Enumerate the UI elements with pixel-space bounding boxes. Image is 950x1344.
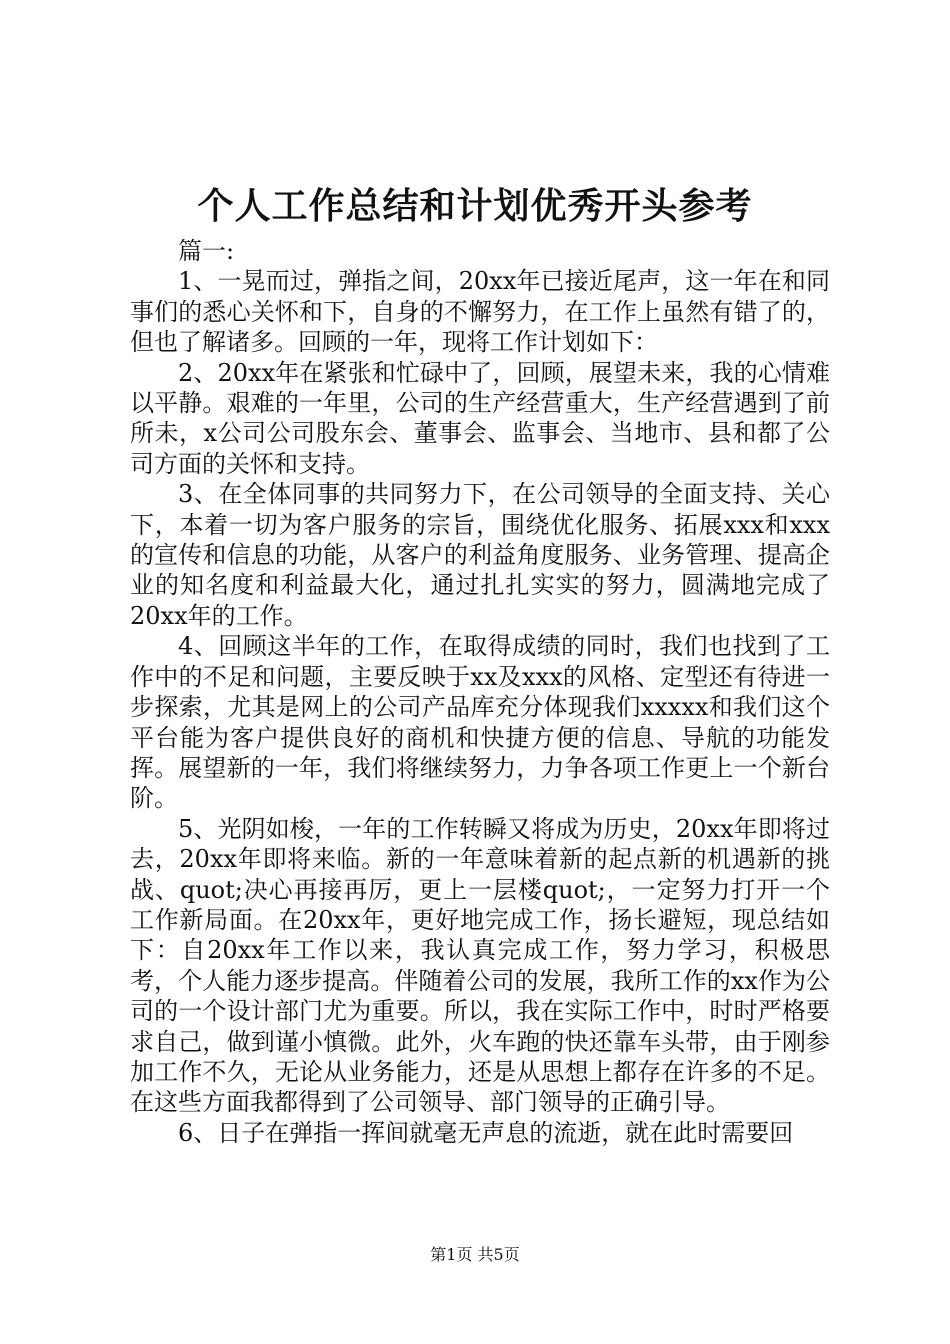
- paragraph: 6、日子在弹指一挥间就毫无声息的流逝，就在此时需要回: [178, 1118, 794, 1147]
- document-title: 个人工作总结和计划优秀开头参考: [197, 185, 753, 227]
- paragraph: 2、20xx年在紧张和忙碌中了，回顾，展望未来，我的心情难以平静。艰难的一年里，公司的生产经营重大，生产经营遇到了前所未，x公司公司股东会、董事会、监事会、当地市、县和都了公司方面的关怀和支持。: [130, 358, 830, 478]
- page-footer: 第1页 共5页: [430, 1245, 520, 1264]
- document-body: [130, 236, 830, 1148]
- paragraph-heading: 篇一:: [178, 237, 235, 265]
- paragraph: 1、一晃而过，弹指之间，20xx年已接近尾声，这一年在和同事们的悉心关怀和下，自身的不懈努力，在工作上虽然有错了的，但也了解诸多。回顾的一年，现将工作计划如下：: [130, 267, 830, 357]
- paragraph: 4、回顾这半年的工作，在取得成绩的同时，我们也找到了工作中的不足和问题，主要反映于xx及xxx的风格、定型还有待进一步探索，尤其是网上的公司产品库充分体现我们xxxxx和我们这个平台能为客户提供良好的商机和快捷方便的信息、导航的功能发挥。展望新的一年，我们将继续努力，力争各项工作更上一个新台阶。: [130, 632, 830, 813]
- paragraph: 5、光阴如梭，一年的工作转瞬又将成为历史，20xx年即将过去，20xx年即将来临。新的一年意味着新的起点新的机遇新的挑战、quot;决心再接再厉，更上一层楼quot;，一定努力打开一个工作新局面。在20xx年，更好地完成工作，扬长避短，现总结如下：自20xx年工作以来，我认真完成工作，努力学习，积极思考，个人能力逐步提高。伴随着公司的发展，我所工作的xx作为公司的一个设计部门尤为重要。所以，我在实际工作中，时时严格要求自己，做到谨小慎微。此外，火车跑的快还靠车头带，由于刚参加工作不久，无论从业务能力，还是从思想上都存在许多的不足。在这些方面我都得到了公司领导、部门领导的正确引导。: [130, 814, 830, 1117]
- paragraph: 3、在全体同事的共同努力下，在公司领导的全面支持、关心下，本着一切为客户服务的宗旨，围绕优化服务、拓展xxx和xxx的宣传和信息的功能，从客户的利益角度服务、业务管理、提高企业的知名度和利益最大化，通过扎扎实实的努力，圆满地完成了20xx年的工作。: [130, 480, 830, 630]
